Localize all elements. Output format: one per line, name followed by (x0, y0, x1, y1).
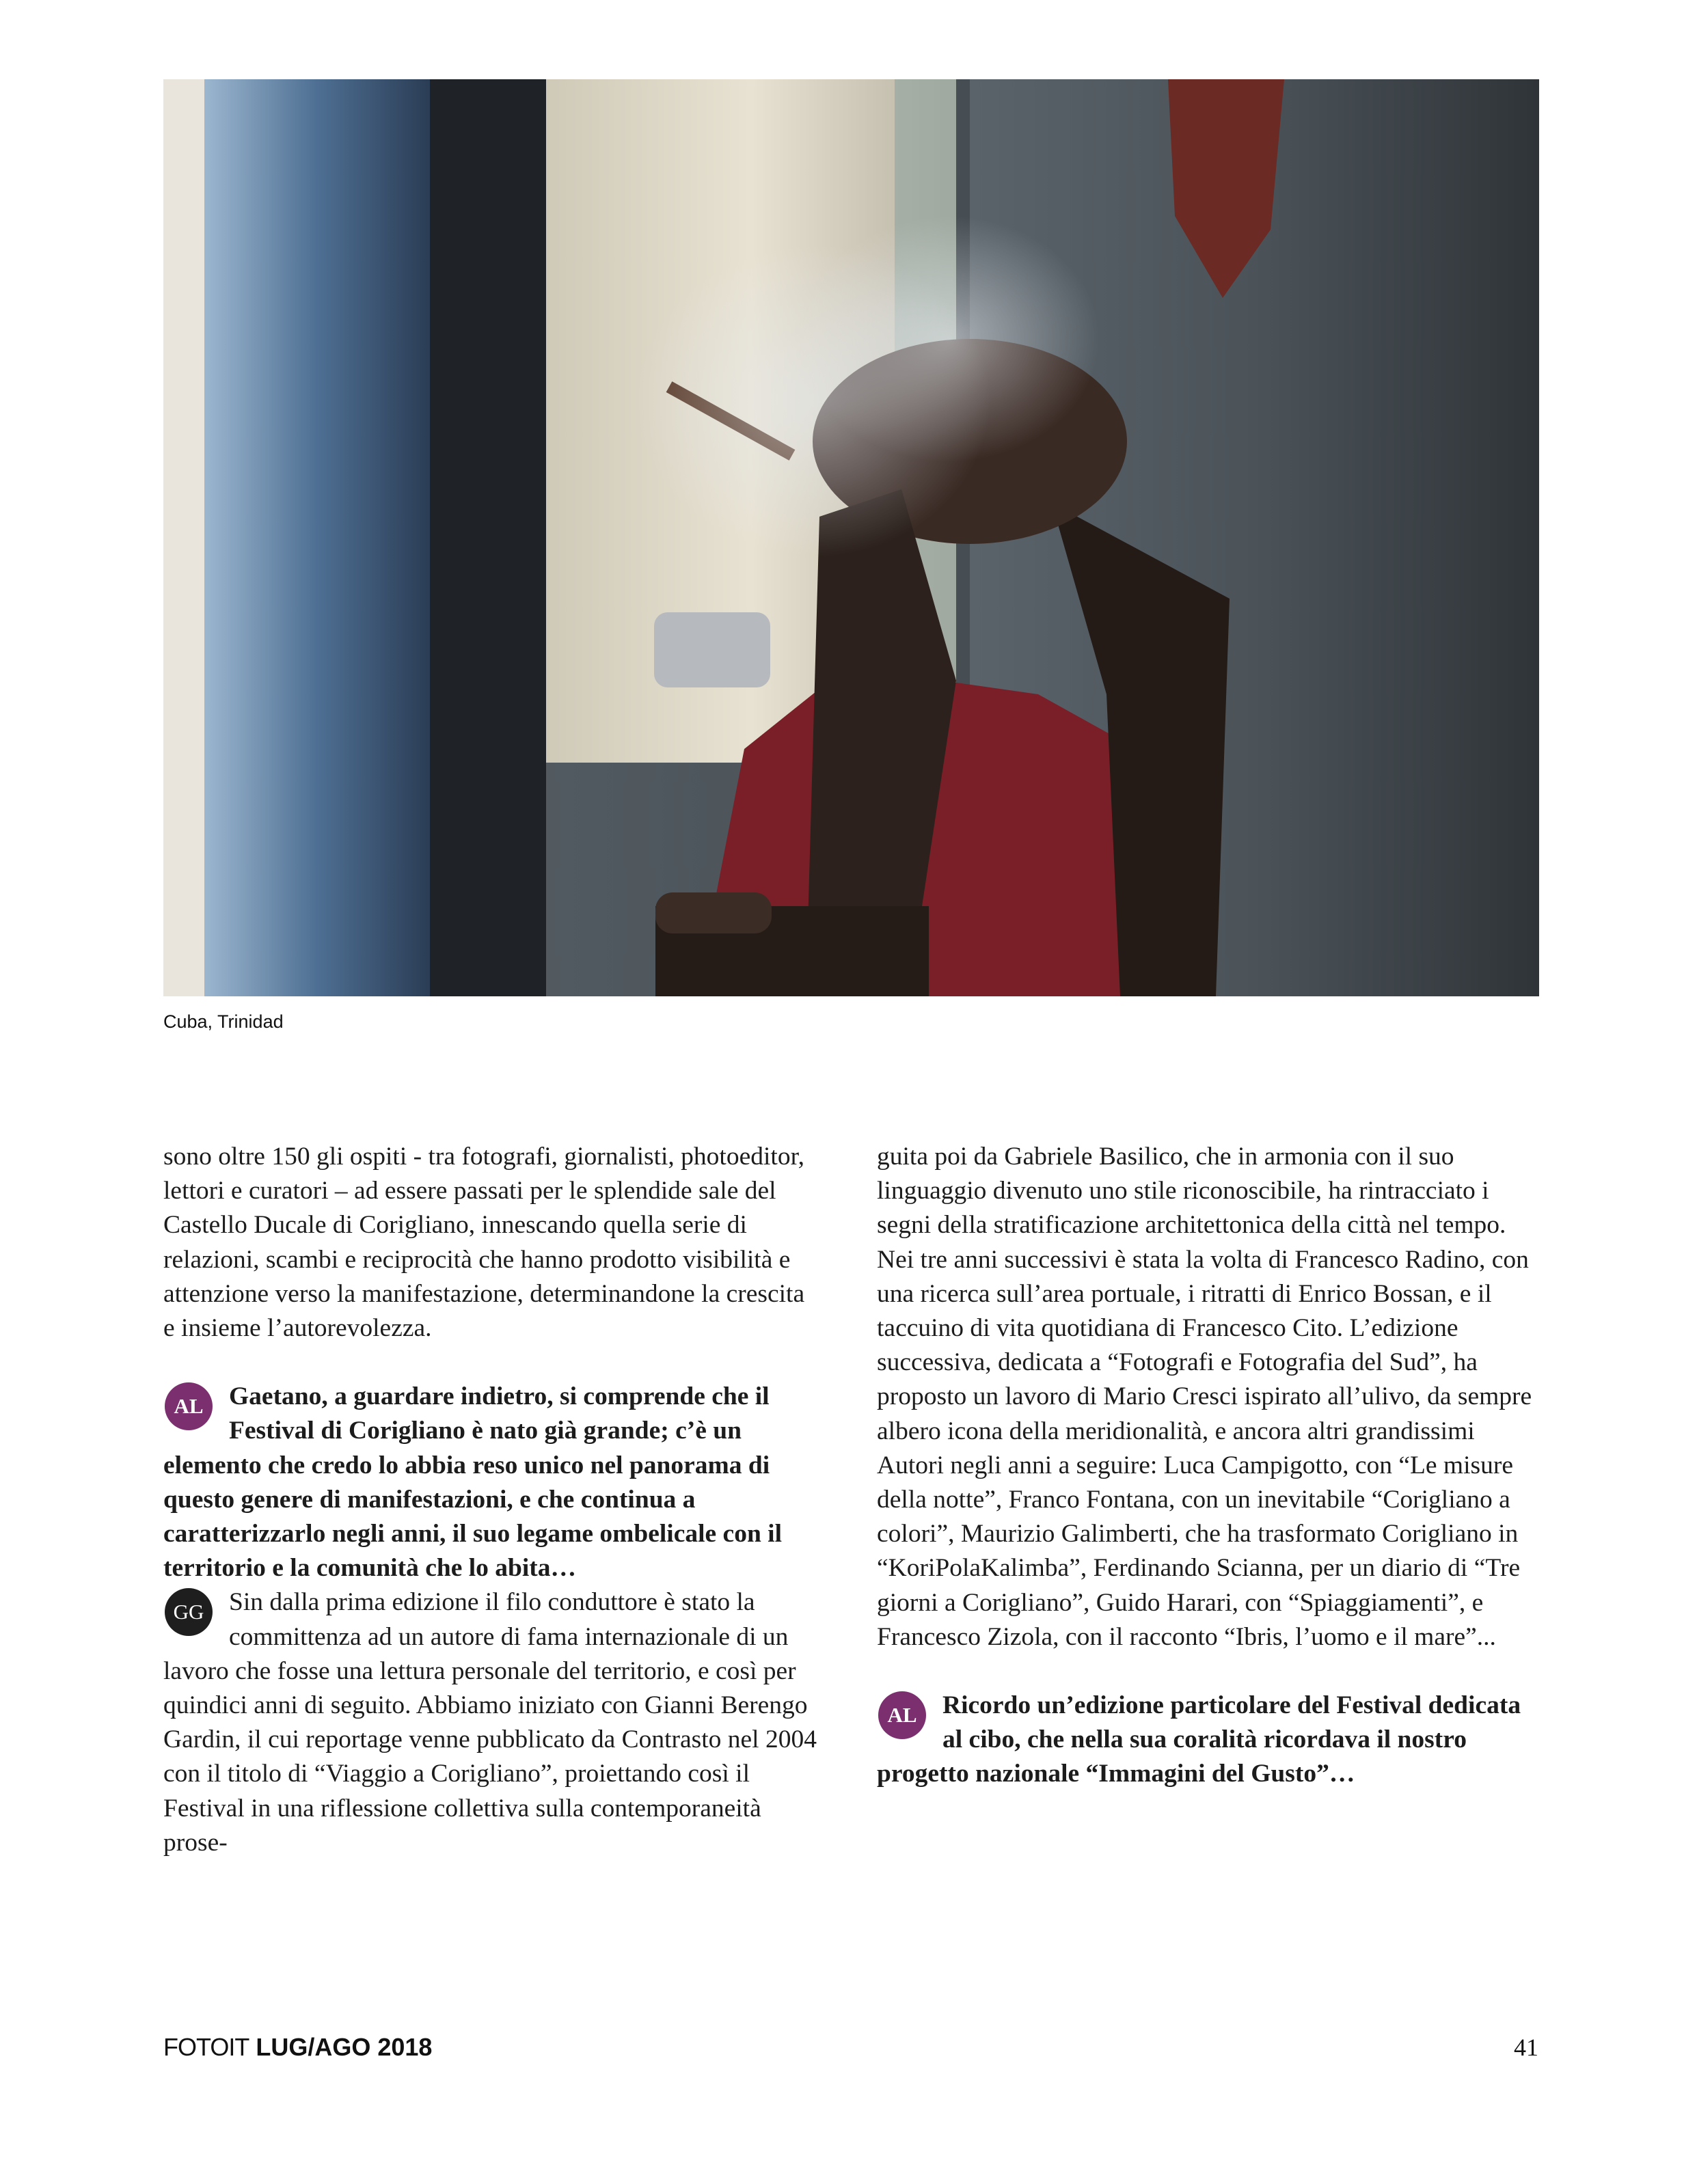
photo-illustration (163, 79, 1539, 996)
interviewer-badge: AL (878, 1691, 926, 1739)
interviewer-badge: AL (165, 1382, 213, 1430)
question-text: Gaetano, a guardare indietro, si comprende che il Festival di Corigliano è nato già grande; c’è un elemento che credo lo abbia reso unico nel panorama di questo genere di manifestazioni, e che continua a caratterizzarlo negli anni, il suo legame ombelicale con il territorio e la comunità che lo abita… (163, 1382, 783, 1583)
interviewer-question (877, 1689, 1533, 1792)
left-column (163, 1140, 819, 1860)
interviewee-answer (163, 1585, 819, 1860)
page-number: 41 (1514, 2034, 1538, 2061)
answer-text: Sin dalla prima edizione il filo conduttore è stato la committenza ad un autore di fama internazionale di un lavoro che fosse una lettura personale del territorio, e così per quindici anni di seguito. Abbiamo iniziato con Gianni Berengo Gardin, il cui reportage venne pubblicato da Contrasto nel 2004 con il titolo di “Viaggio a Corigliano”, proiettando così il Festival in una riflessione collettiva sulla contemporaneità prose- (163, 1588, 817, 1857)
interviewee-badge: GG (165, 1588, 213, 1636)
interviewer-question (163, 1380, 819, 1585)
photo-cuba-trinidad (163, 79, 1539, 996)
body-paragraph: guita poi da Gabriele Basilico, che in armonia con il suo linguaggio divenuto uno stile riconoscibile, ha rintracciato i segni della stratificazione architettonica della città nel tempo. Nei tre anni successivi è stata la volta di Francesco Radino, con una ricerca sull’area portuale, i ritratti di Enrico Bossan, e il taccuino di vita quotidiana di Francesco Cito. L’edizione successiva, dedicata a “Fotografi e Fotografia del Sud”, ha proposto un lavoro di Mario Cresci ispirato all’ulivo, da sempre albero icona della meridionalità, e ancora altri grandissimi Autori negli anni a seguire: Luca Campigotto, con “Le misure della notte”, Franco Fontana, con un inevitabile “Corigliano a colori”, Maurizio Galimberti, che ha trasformato Corigliano in “KoriPolaKalimba”, Ferdinando Scianna, per un diario di “Tre giorni a Corigliano”, Guido Harari, con “Spiaggiamenti”, e Francesco Zizola, con il racconto “Ibris, l’uomo e il mare”... (877, 1143, 1532, 1651)
question-text: Ricordo un’edizione particolare del Festival dedicata al cibo, che nella sua coralità ricordava il nostro progetto nazionale “Immagini del Gusto”… (877, 1691, 1521, 1788)
right-column (877, 1140, 1533, 1792)
magazine-name: FOTOIT (163, 2033, 249, 2061)
photo-caption: Cuba, Trinidad (163, 1011, 284, 1032)
body-paragraph: sono oltre 150 gli ospiti - tra fotografi, giornalisti, photoeditor, lettori e curatori – ad essere passati per le splendide sale del Castello Ducale di Corigliano, innescando quella serie di relazioni, scambi e reciprocità che hanno prodotto visibilità e attenzione verso la manifestazione, determinandone la crescita e insieme l’autorevolezza. (163, 1143, 805, 1343)
footer-magazine (163, 2033, 432, 2062)
issue-date: LUG/AGO 2018 (256, 2033, 433, 2061)
